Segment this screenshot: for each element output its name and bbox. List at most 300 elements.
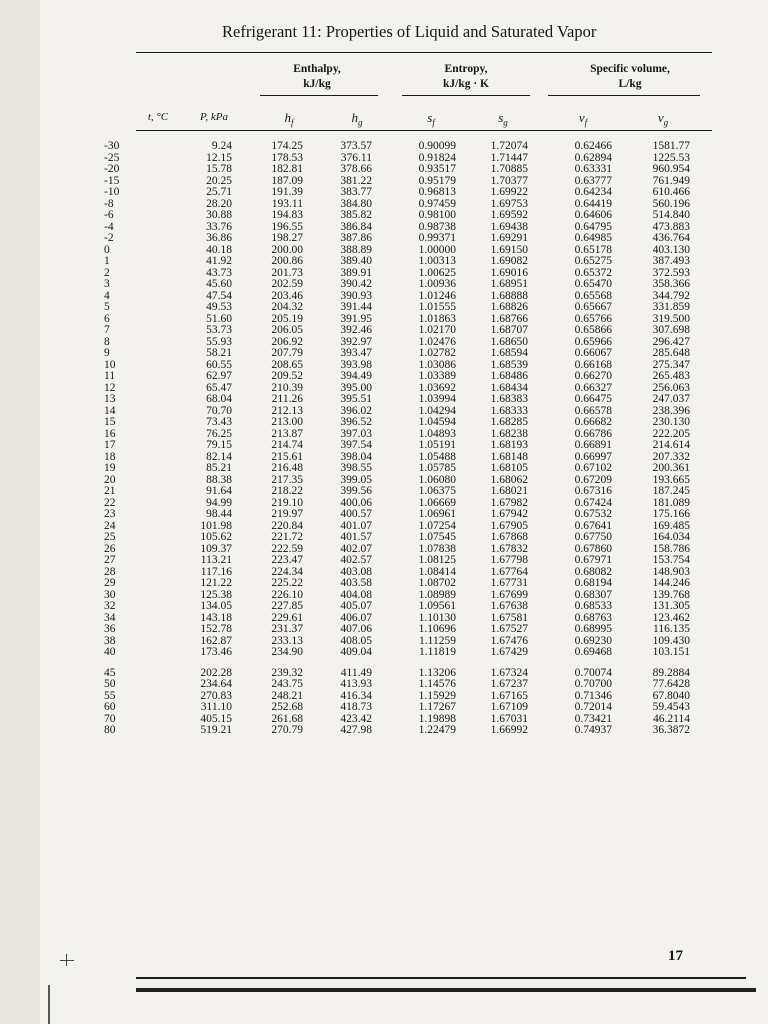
cell-t: 15 [104, 416, 116, 428]
cell-t: 34 [104, 611, 116, 624]
cell-p: 33.76 [206, 220, 232, 233]
cell-vf: 0.65866 [574, 324, 612, 336]
cell-hg: 389.91 [340, 266, 372, 279]
cell-hg: 393.98 [340, 358, 372, 371]
cell-hf: 212.13 [271, 404, 303, 417]
cell-vf: 0.66682 [574, 416, 612, 428]
entropy-label: Entropy, [444, 63, 488, 75]
cell-vf: 0.66168 [574, 358, 612, 371]
column-t [104, 141, 144, 737]
cell-t: 80 [104, 724, 116, 736]
cell-hg: 407.06 [340, 623, 372, 635]
cell-vf: 0.65178 [574, 243, 612, 256]
cell-p: 270.83 [200, 689, 232, 702]
cell-vf: 0.70700 [574, 678, 612, 690]
cell-sf: 1.02170 [418, 324, 456, 336]
cell-hg: 395.51 [340, 393, 372, 405]
cell-hf: 205.19 [271, 312, 303, 325]
cell-sf: 1.03389 [418, 370, 456, 382]
cell-hg: 411.49 [340, 666, 372, 679]
cell-sf: 1.00936 [418, 278, 456, 290]
cell-hf: 243.75 [271, 678, 303, 690]
cell-t: -30 [104, 140, 120, 152]
cell-p: 101.98 [200, 519, 232, 532]
cell-sf: 0.97459 [418, 197, 456, 210]
cell-vg: 387.493 [652, 255, 690, 267]
cell-hf: 252.68 [271, 701, 303, 713]
cell-vg: 256.063 [652, 381, 690, 394]
volume-rule [548, 95, 700, 96]
cell-sg: 1.67731 [490, 577, 528, 589]
cell-sf: 1.14576 [418, 678, 456, 690]
cell-hf: 233.13 [271, 634, 303, 647]
cell-p: 91.64 [206, 485, 232, 497]
cell-p: 30.88 [206, 209, 232, 221]
cell-vf: 0.65275 [574, 255, 612, 267]
cell-hf: 206.05 [271, 324, 303, 336]
cell-hg: 398.04 [340, 450, 372, 463]
page-number: 17 [668, 948, 683, 964]
cell-p: 121.22 [200, 577, 232, 589]
cell-hg: 397.03 [340, 427, 372, 440]
cell-sg: 1.71447 [490, 151, 528, 164]
cell-p: 98.44 [206, 508, 232, 520]
cell-hg: 403.08 [340, 565, 372, 578]
cell-vf: 0.67102 [574, 462, 612, 474]
cell-vf: 0.67424 [574, 496, 612, 509]
hf-header: $h_f$ [284, 110, 294, 128]
cell-t: 30 [104, 588, 116, 601]
cell-hf: 231.37 [271, 623, 303, 635]
cell-sf: 1.09561 [418, 600, 456, 612]
cell-p: 70.70 [206, 404, 232, 417]
cell-hf: 200.00 [271, 243, 303, 256]
cell-sg: 1.68486 [490, 370, 528, 382]
cell-hg: 381.22 [340, 174, 372, 187]
cell-vf: 0.62466 [574, 140, 612, 152]
cell-vg: 238.396 [652, 404, 690, 417]
cell-p: 173.46 [200, 646, 232, 658]
cell-p: 47.54 [206, 289, 232, 302]
cell-sg: 1.67324 [490, 666, 528, 679]
cell-hg: 405.07 [340, 600, 372, 612]
cell-sf: 1.04893 [418, 427, 456, 440]
cell-hf: 224.34 [271, 565, 303, 578]
cell-sg: 1.69592 [490, 209, 528, 221]
cell-hf: 187.09 [271, 174, 303, 187]
cell-vg: 307.698 [652, 324, 690, 336]
cell-vf: 0.64985 [574, 232, 612, 244]
cell-p: 85.21 [206, 462, 232, 474]
cell-sf: 1.07838 [418, 542, 456, 555]
sf-header: $s_f$ [427, 110, 435, 128]
column-hf [258, 141, 303, 737]
cell-hg: 384.80 [340, 197, 372, 210]
bottom-rule [136, 977, 746, 979]
cell-sg: 1.68539 [490, 358, 528, 371]
cell-hf: 204.32 [271, 301, 303, 313]
cell-sf: 1.03692 [418, 381, 456, 394]
cell-p: 105.62 [200, 531, 232, 543]
cell-sg: 1.68383 [490, 393, 528, 405]
cell-sf: 1.10130 [418, 611, 456, 624]
cell-sg: 1.68105 [490, 462, 528, 474]
cell-hf: 217.35 [271, 473, 303, 486]
cell-sf: 1.19898 [418, 712, 456, 725]
cell-hf: 239.32 [271, 666, 303, 679]
cell-p: 125.38 [200, 588, 232, 601]
cell-hg: 383.77 [340, 186, 372, 198]
cell-hg: 400.57 [340, 508, 372, 520]
cell-sg: 1.67905 [490, 519, 528, 532]
enthalpy-label: Enthalpy, [293, 63, 341, 75]
cell-sf: 0.98738 [418, 220, 456, 233]
cell-sg: 1.68062 [490, 473, 528, 486]
cell-p: 43.73 [206, 266, 232, 279]
cell-hg: 401.07 [340, 519, 372, 532]
enthalpy-rule [260, 95, 378, 96]
cell-p: 12.15 [206, 151, 232, 164]
cell-vg: 265.483 [652, 370, 690, 382]
cell-sf: 1.07254 [418, 519, 456, 532]
cell-p: 113.21 [200, 554, 232, 566]
cell-t: 1 [104, 255, 110, 267]
cell-vf: 0.68082 [574, 565, 612, 578]
cell-sf: 0.98100 [418, 209, 456, 221]
cell-p: 55.93 [206, 335, 232, 348]
cell-vf: 0.66067 [574, 347, 612, 359]
cell-hf: 210.39 [271, 381, 303, 394]
cell-sf: 1.00625 [418, 266, 456, 279]
cell-hg: 402.57 [340, 554, 372, 566]
cell-hg: 391.95 [340, 312, 372, 325]
cell-vg: 181.089 [652, 496, 690, 509]
cell-sg: 1.67982 [490, 496, 528, 509]
cell-hf: 208.65 [271, 358, 303, 371]
cell-hf: 209.52 [271, 370, 303, 382]
cell-p: 62.97 [206, 370, 232, 382]
enthalpy-unit: kJ/kg [303, 78, 331, 90]
cell-vg: 473.883 [652, 220, 690, 233]
margin-mark-2 [66, 954, 67, 966]
cell-hg: 408.05 [340, 634, 372, 647]
cell-hg: 387.86 [340, 232, 372, 244]
cell-vg: 514.840 [652, 209, 690, 221]
cell-vg: 200.361 [652, 462, 690, 474]
cell-p: 25.71 [206, 186, 232, 198]
hg-header: $h_g$ [351, 110, 363, 128]
cell-sg: 1.68650 [490, 335, 528, 348]
cell-vg: 153.754 [652, 554, 690, 566]
cell-p: 109.37 [200, 542, 232, 555]
cell-sg: 1.68193 [490, 439, 528, 451]
cell-t: 14 [104, 404, 116, 417]
cell-hf: 226.10 [271, 588, 303, 601]
cell-vf: 0.70074 [574, 666, 612, 679]
cell-sg: 1.67764 [490, 565, 528, 578]
cell-sf: 1.01863 [418, 312, 456, 325]
cell-sg: 1.67109 [490, 701, 528, 713]
volume-unit: L/kg [618, 78, 642, 90]
cell-t: 38 [104, 634, 116, 647]
cell-vg: 214.614 [652, 439, 690, 451]
cell-hf: 191.39 [271, 186, 303, 198]
cell-hg: 427.98 [340, 724, 372, 736]
cell-t: 16 [104, 427, 116, 440]
cell-sg: 1.67832 [490, 542, 528, 555]
cell-sg: 1.69753 [490, 197, 528, 210]
cell-vg: 175.166 [652, 508, 690, 520]
cell-hf: 213.87 [271, 427, 303, 440]
cell-hg: 397.54 [340, 439, 372, 451]
cell-t: 70 [104, 712, 116, 725]
cell-sf: 0.90099 [418, 140, 456, 152]
cell-hg: 395.00 [340, 381, 372, 394]
cell-hf: 198.27 [271, 232, 303, 244]
cell-p: 79.15 [206, 439, 232, 451]
cell-hg: 400.06 [340, 496, 372, 509]
cell-t: 45 [104, 666, 116, 679]
cell-sf: 1.17267 [418, 701, 456, 713]
cell-sg: 1.70885 [490, 163, 528, 175]
cell-vf: 0.68763 [574, 611, 612, 624]
cell-p: 41.92 [206, 255, 232, 267]
cell-sf: 1.08125 [418, 554, 456, 566]
cell-sg: 1.68707 [490, 324, 528, 336]
cell-t: 9 [104, 347, 110, 359]
cell-t: -25 [104, 151, 120, 164]
cell-sf: 0.93517 [418, 163, 456, 175]
cell-hf: 220.84 [271, 519, 303, 532]
cell-p: 117.16 [200, 565, 232, 578]
cell-hf: 229.61 [271, 611, 303, 624]
cell-vf: 0.67971 [574, 554, 612, 566]
cell-sf: 1.08989 [418, 588, 456, 601]
cell-sg: 1.68594 [490, 347, 528, 359]
cell-p: 49.53 [206, 301, 232, 313]
cell-vg: 403.130 [652, 243, 690, 256]
entropy-header [400, 62, 532, 92]
cell-vf: 0.64419 [574, 197, 612, 210]
cell-hg: 396.52 [340, 416, 372, 428]
cell-hf: 201.73 [271, 266, 303, 279]
cell-p: 15.78 [206, 163, 232, 175]
cell-vg: 222.205 [652, 427, 690, 440]
cell-vg: 207.332 [652, 450, 690, 463]
cell-vg: 560.196 [652, 197, 690, 210]
cell-t: 28 [104, 565, 116, 578]
cell-vf: 0.65470 [574, 278, 612, 290]
vg-header: $v_g$ [657, 110, 669, 128]
cell-t: 55 [104, 689, 116, 702]
cell-hf: 207.79 [271, 347, 303, 359]
cell-t: -15 [104, 174, 120, 187]
cell-hf: 223.47 [271, 554, 303, 566]
cell-hg: 373.57 [340, 140, 372, 152]
volume-label: Specific volume, [590, 63, 670, 75]
cell-t: 6 [104, 312, 110, 325]
cell-vf: 0.63777 [574, 174, 612, 187]
cell-vg: 77.6428 [652, 678, 690, 690]
cell-sf: 0.91824 [418, 151, 456, 164]
cell-hf: 202.59 [271, 278, 303, 290]
volume-header [560, 62, 700, 92]
cell-hg: 423.42 [340, 712, 372, 725]
cell-t: -6 [104, 209, 114, 221]
cell-sg: 1.68021 [490, 485, 528, 497]
cell-vg: 139.768 [652, 588, 690, 601]
margin-mark [60, 960, 74, 961]
column-vf [550, 141, 612, 737]
cell-sg: 1.67476 [490, 634, 528, 647]
cell-t: 22 [104, 496, 116, 509]
cell-vf: 0.65667 [574, 301, 612, 313]
cell-vg: 103.151 [652, 646, 690, 658]
cell-t: 26 [104, 542, 116, 555]
cell-vg: 123.462 [652, 611, 690, 624]
cell-sg: 1.69922 [490, 186, 528, 198]
cell-hf: 219.97 [271, 508, 303, 520]
cell-vf: 0.66475 [574, 393, 612, 405]
cell-vg: 131.305 [652, 600, 690, 612]
cell-vf: 0.66786 [574, 427, 612, 440]
cell-t: 29 [104, 577, 116, 589]
cell-sf: 1.00313 [418, 255, 456, 267]
cell-sg: 1.67237 [490, 678, 528, 690]
cell-sf: 1.03086 [418, 358, 456, 371]
cell-hg: 406.07 [340, 611, 372, 624]
cell-t: 0 [104, 243, 110, 256]
cell-t: 25 [104, 531, 116, 543]
cell-sf: 1.11819 [419, 646, 456, 658]
cell-p: 82.14 [206, 450, 232, 463]
cell-t: 4 [104, 289, 110, 302]
cell-t: 21 [104, 485, 116, 497]
column-sg [466, 141, 528, 737]
cell-t: 40 [104, 646, 116, 658]
cell-vf: 0.69230 [574, 634, 612, 647]
cell-vf: 0.67860 [574, 542, 612, 555]
cell-vf: 0.67209 [574, 473, 612, 486]
cell-sf: 1.06080 [418, 473, 456, 486]
cell-sg: 1.72074 [490, 140, 528, 152]
cell-t: 17 [104, 439, 116, 451]
cell-vg: 148.903 [652, 565, 690, 578]
cell-vf: 0.74937 [574, 724, 612, 736]
cell-vf: 0.72014 [574, 701, 612, 713]
cell-vg: 144.246 [652, 577, 690, 589]
cell-hg: 390.93 [340, 289, 372, 302]
cell-sg: 1.69082 [490, 255, 528, 267]
cell-p: 36.86 [206, 232, 232, 244]
cell-vg: 358.366 [652, 278, 690, 290]
cell-p: 76.25 [206, 427, 232, 440]
cell-vf: 0.68995 [574, 623, 612, 635]
cell-sg: 1.69150 [490, 243, 528, 256]
cell-sf: 1.05488 [418, 450, 456, 463]
cell-sg: 1.67798 [490, 554, 528, 566]
page-edge-rule [136, 988, 756, 992]
cell-p: 53.73 [206, 324, 232, 336]
cell-p: 40.18 [206, 243, 232, 256]
cell-hf: 182.81 [271, 163, 303, 175]
cell-vg: 275.347 [652, 358, 690, 371]
cell-vf: 0.67532 [574, 508, 612, 520]
cell-hf: 178.53 [271, 151, 303, 164]
cell-sg: 1.67868 [490, 531, 528, 543]
cell-vg: 1581.77 [652, 140, 690, 152]
cell-hg: 391.44 [340, 301, 372, 313]
cell-p: 45.60 [206, 278, 232, 290]
cell-vg: 285.648 [652, 347, 690, 359]
cell-vg: 89.2884 [652, 666, 690, 679]
cell-hf: 261.68 [271, 712, 303, 725]
cell-hg: 388.89 [340, 243, 372, 256]
cell-vg: 610.466 [652, 186, 690, 198]
cell-hg: 403.58 [340, 577, 372, 589]
cell-hg: 398.55 [340, 462, 372, 474]
cell-sg: 1.68826 [490, 301, 528, 313]
cell-p: 9.24 [211, 140, 232, 152]
column-vg [624, 141, 690, 737]
cell-sg: 1.68238 [490, 427, 528, 440]
cell-sf: 1.06961 [418, 508, 456, 520]
cell-p: 405.15 [200, 712, 232, 725]
cell-t: 13 [104, 393, 116, 405]
cell-t: -2 [104, 232, 114, 244]
cell-t: 20 [104, 473, 116, 486]
cell-vg: 193.665 [652, 473, 690, 486]
cell-t: -20 [104, 163, 120, 175]
cell-sg: 1.70377 [490, 174, 528, 187]
cell-vf: 0.67750 [574, 531, 612, 543]
page-title: Refrigerant 11: Properties of Liquid and Saturated Vapor [222, 22, 597, 41]
cell-vg: 158.786 [652, 542, 690, 555]
cell-t: -4 [104, 220, 114, 233]
cell-p: 94.99 [206, 496, 232, 509]
cell-vf: 0.66327 [574, 381, 612, 394]
cell-vf: 0.69468 [574, 646, 612, 658]
cell-hf: 219.10 [271, 496, 303, 509]
cell-vg: 436.764 [652, 232, 690, 244]
cell-t: 24 [104, 519, 116, 532]
cell-p: 73.43 [206, 416, 232, 428]
cell-p: 143.18 [200, 611, 232, 624]
cell-hf: 215.61 [271, 450, 303, 463]
cell-hg: 399.56 [340, 485, 372, 497]
cell-hf: 227.85 [271, 600, 303, 612]
cell-vf: 0.64795 [574, 220, 612, 233]
cell-sf: 1.01555 [418, 301, 456, 313]
cell-vg: 331.859 [652, 301, 690, 313]
cell-p: 88.38 [206, 473, 232, 486]
cell-t: 32 [104, 600, 116, 612]
cell-vf: 0.68533 [574, 600, 612, 612]
cell-sf: 1.05785 [418, 462, 456, 474]
cell-p: 202.28 [200, 666, 232, 679]
cell-hf: 206.92 [271, 335, 303, 348]
cell-hf: 200.86 [271, 255, 303, 267]
column-p [178, 141, 232, 737]
cell-p: 519.21 [200, 724, 232, 736]
cell-vg: 187.245 [652, 485, 690, 497]
cell-hg: 392.46 [340, 324, 372, 336]
cell-hf: 218.22 [271, 485, 303, 497]
enthalpy-header [262, 62, 372, 92]
cell-vg: 960.954 [652, 163, 690, 175]
binding-line [48, 985, 50, 1024]
cell-vf: 0.68307 [574, 588, 612, 601]
